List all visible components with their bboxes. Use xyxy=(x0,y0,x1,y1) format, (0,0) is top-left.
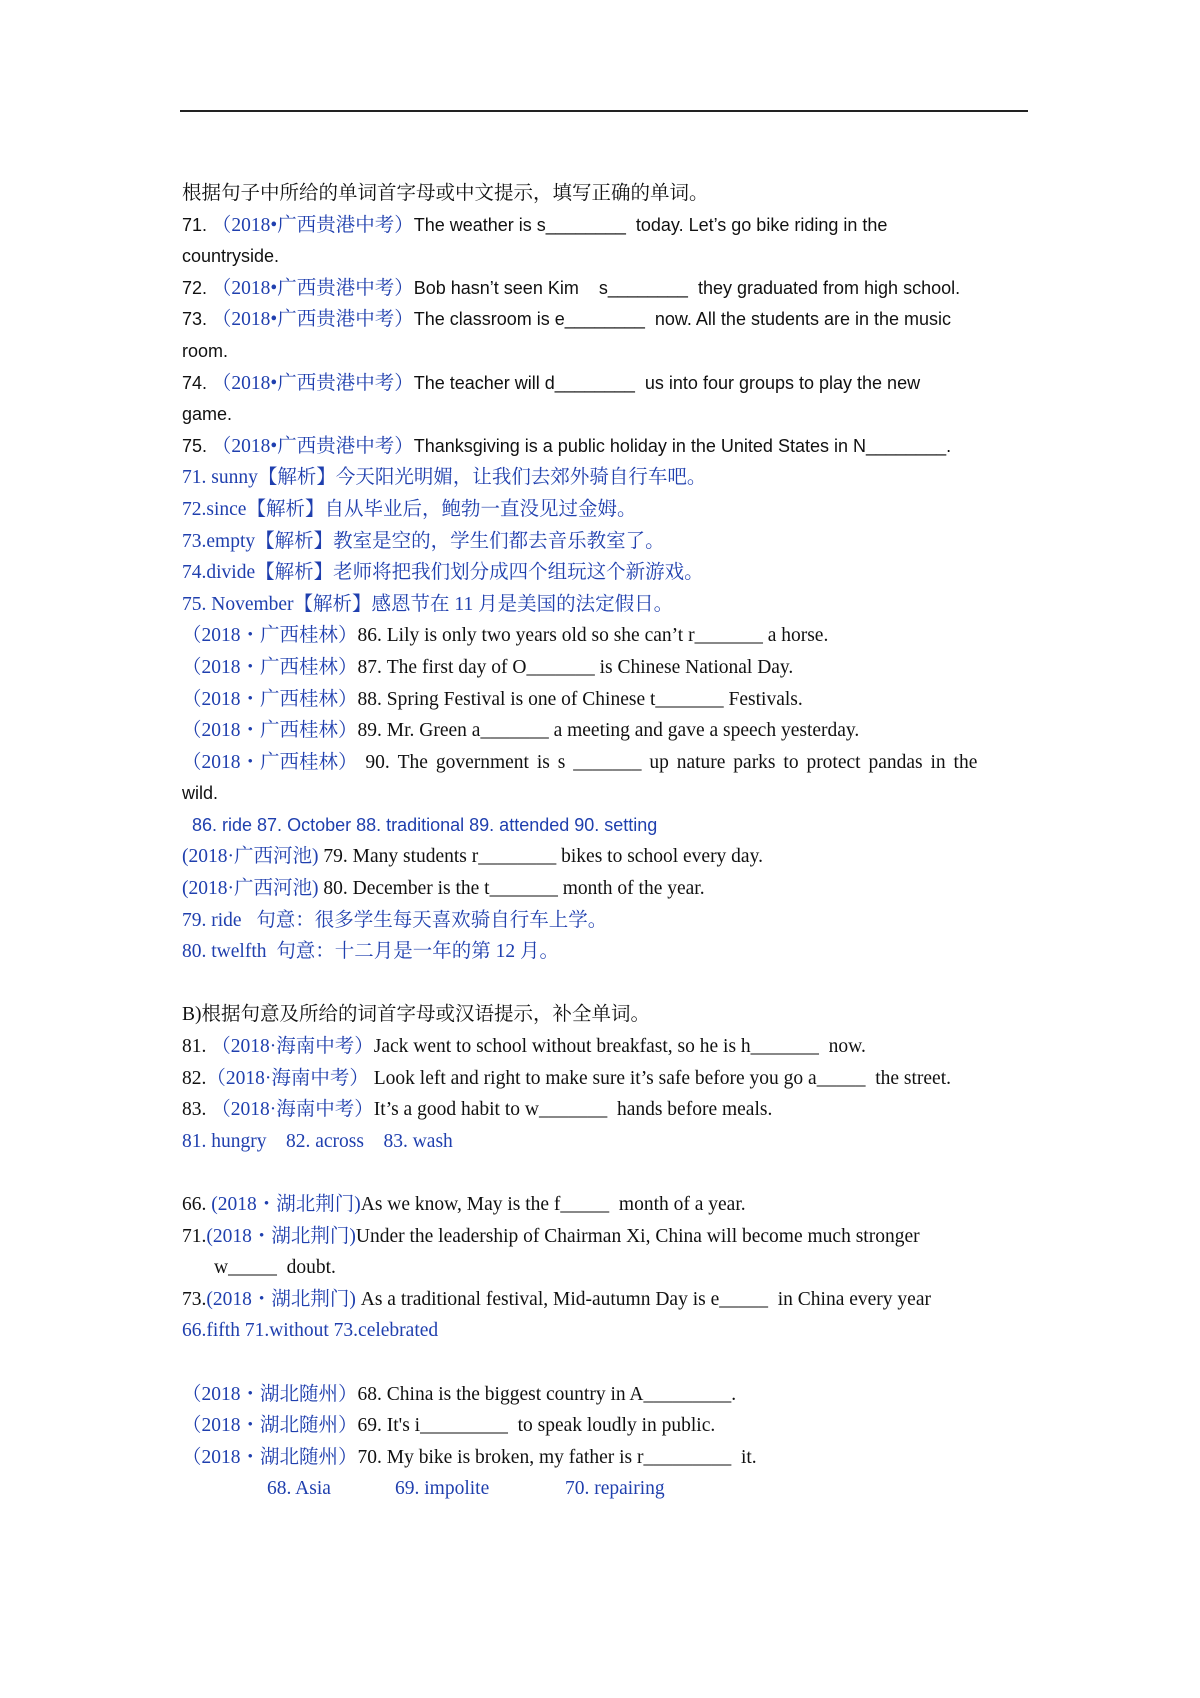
answer-75: 75. November【解析】感恩节在 11 月是美国的法定假日。 xyxy=(182,593,674,615)
answer-74: 74.divide【解析】老师将把我们划分成四个组玩这个新游戏。 xyxy=(182,562,704,584)
question-86: （2018・广西桂林）86. Lily is only two years old so she can’t r_______ a horse. xyxy=(182,625,829,647)
question-89: （2018・广西桂林）89. Mr. Green a_______ a meeting and gave a speech yesterday. xyxy=(182,720,860,742)
question-73-cont: room. xyxy=(182,340,229,361)
question-81: 81. （2018·海南中考）Jack went to school without breakfast, so he is h_______ now. xyxy=(182,1036,866,1058)
answer-80: 80. twelfth 句意：十二月是一年的第 12 月。 xyxy=(182,941,559,963)
question-74-cont: game. xyxy=(182,404,233,425)
question-75: 75. （2018•广西贵港中考）Thanksgiving is a public holiday in the United States in N________. xyxy=(182,435,952,457)
answer-69: 69. impolite xyxy=(395,1478,490,1500)
question-71-cont: countryside. xyxy=(182,246,280,267)
question-71b-cont: w_____ doubt. xyxy=(214,1257,336,1279)
question-68: （2018・湖北随州）68. China is the biggest country in A_________. xyxy=(182,1383,737,1405)
question-71: 71. （2018•广西贵港中考）The weather is s________ today. Let’s go bike riding in the xyxy=(182,214,888,236)
question-79: (2018·广西河池) 79. Many students r________ bikes to school every day. xyxy=(182,846,763,868)
answer-79: 79. ride 句意：很多学生每天喜欢骑自行车上学。 xyxy=(182,909,608,931)
instruction-2: B)根据句意及所给的词首字母或汉语提示，补全单词。 xyxy=(182,1004,651,1026)
answer-86-90: 86. ride 87. October 88. traditional 89. attended 90. setting xyxy=(192,814,658,835)
answer-71: 71. sunny【解析】今天阳光明媚，让我们去郊外骑自行车吧。 xyxy=(182,467,707,489)
blank: s________ xyxy=(598,277,688,298)
question-73: 73. （2018•广西贵港中考）The classroom is e________ now. All the students are in the music xyxy=(182,309,952,331)
blank: e________ xyxy=(554,309,645,330)
document-body xyxy=(182,178,1030,1505)
answer-73: 73.empty【解析】教室是空的，学生们都去音乐教室了。 xyxy=(182,530,665,552)
answer-68-70 xyxy=(182,1473,1030,1505)
instruction-1: 根据句子中所给的单词首字母或中文提示，填写正确的单词。 xyxy=(182,183,709,204)
question-88: （2018・广西桂林）88. Spring Festival is one of Chinese t_______ Festivals. xyxy=(182,688,803,710)
answer-81-83: 81. hungry 82. across 83. wash xyxy=(182,1130,453,1152)
blank: N________ xyxy=(853,435,947,456)
question-87: （2018・广西桂林）87. The first day of O_______ is Chinese National Day. xyxy=(182,656,794,678)
question-90: （2018・广西桂林） 90. The government is s _______ up nature parks to protect pandas in the xyxy=(182,751,978,773)
question-73b: 73.(2018・湖北荆门) As a traditional festival, Mid-autumn Day is e_____ in China every year xyxy=(182,1288,931,1310)
answer-72: 72.since【解析】自从毕业后，鲍勃一直没见过金姆。 xyxy=(182,498,637,520)
question-82: 82.（2018·海南中考） Look left and right to make sure it’s safe before you go a_____ the street. xyxy=(182,1067,951,1089)
answer-70: 70. repairing xyxy=(565,1478,665,1500)
question-83: 83. （2018·海南中考）It’s a good habit to w_______ hands before meals. xyxy=(182,1099,773,1121)
answer-66-73: 66.fifth 71.without 73.celebrated xyxy=(182,1320,439,1342)
question-80: (2018·广西河池) 80. December is the t_______ month of the year. xyxy=(182,878,705,900)
question-66: 66. (2018・湖北荆门)As we know, May is the f_____ month of a year. xyxy=(182,1194,746,1215)
blank: d________ xyxy=(544,372,635,393)
question-90-cont: wild. xyxy=(182,783,219,804)
question-74: 74. （2018•广西贵港中考）The teacher will d________ us into four groups to play the new xyxy=(182,372,921,394)
blank: s________ xyxy=(536,214,626,235)
question-70: （2018・湖北随州）70. My bike is broken, my father is r_________ it. xyxy=(182,1446,757,1468)
question-69: （2018・湖北随州）69. It's i_________ to speak loudly in public. xyxy=(182,1415,716,1437)
header-rule xyxy=(180,110,1028,112)
answer-68: 68. Asia xyxy=(267,1478,331,1500)
question-72: 72. （2018•广西贵港中考）Bob hasn’t seen Kim s________ they graduated from high school. xyxy=(182,277,961,299)
question-71b: 71.(2018・湖北荆门)Under the leadership of Chairman Xi, China will become much stronger xyxy=(182,1225,920,1247)
